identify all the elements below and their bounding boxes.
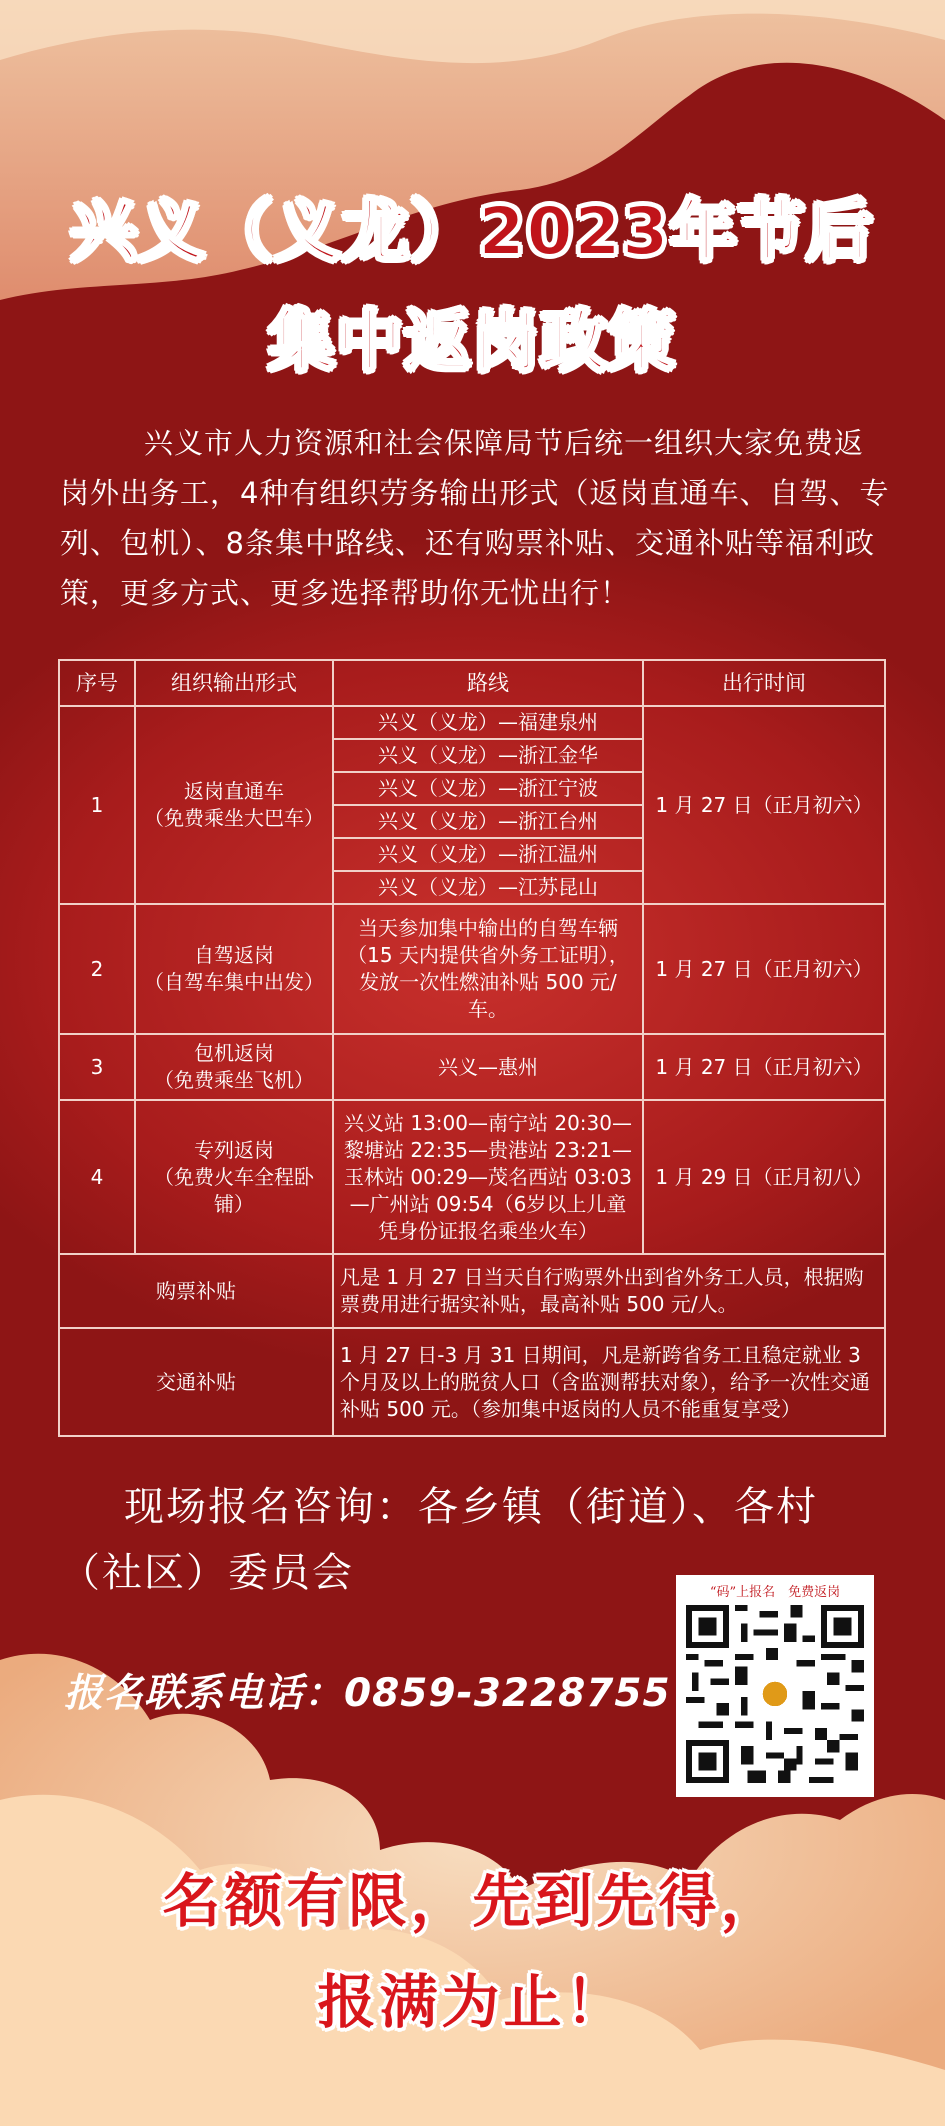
form-name: 返岗直通车 (184, 779, 284, 803)
subsidy-text: 1 月 27 日-3 月 31 日期间，凡是新跨省务工且稳定就业 3 个月及以上的脱贫人口（含监测帮扶对象），给予一次性交通补贴 500 元。（参加集中返岗的人员不能重复享受） (333, 1328, 885, 1436)
form-name: 自驾返岗 (194, 943, 274, 967)
route-item: 兴义（义龙）—江苏昆山 (378, 875, 598, 899)
qr-code-icon (686, 1605, 864, 1783)
page-title-line2: 集中返岗政策 (268, 303, 677, 380)
table-row (59, 1100, 885, 1254)
route-item: 兴义（义龙）—浙江宁波 (334, 773, 642, 806)
qr-code-card[interactable] (676, 1575, 874, 1797)
subsidy-label: 交通补贴 (59, 1328, 333, 1436)
header-route: 路线 (333, 660, 643, 706)
qr-caption: “码”上报名 免费返岗 (709, 1585, 841, 1600)
form-note: （免费乘坐飞机） (154, 1068, 314, 1092)
route-item: 兴义（义龙）—福建泉州 (334, 707, 642, 740)
table-row (59, 706, 885, 904)
form-name: 专列返岗 (194, 1137, 274, 1162)
contact-info: 现场报名咨询：各乡镇（街道）、各村（社区）委员会 (60, 1484, 818, 1596)
table-row (59, 1328, 885, 1436)
header-time: 出行时间 (643, 660, 885, 706)
route-text: 兴义站 13:00—南宁站 20:30—黎塘站 22:35—贵港站 23:21—玉林站 00:29—茂名西站 03:03—广州站 09:54（6岁以上儿童凭身份证报名乘坐火车） (333, 1100, 643, 1254)
form-note: （自驾车集中出发） (144, 970, 324, 994)
policy-table (58, 659, 886, 1437)
route-text: 当天参加集中输出的自驾车辆（15 天内提供省外务工证明），发放一次性燃油补贴 500 元/车。 (333, 904, 643, 1034)
route-item: 兴义（义龙）—浙江台州 (334, 806, 642, 839)
row-no: 3 (59, 1034, 135, 1100)
row-form (135, 1034, 333, 1100)
cloud-decoration-top (0, 0, 945, 330)
row-no: 2 (59, 904, 135, 1034)
row-no: 4 (59, 1100, 135, 1254)
header-form: 组织输出形式 (135, 660, 333, 706)
route-list (333, 706, 643, 904)
route-item: 兴义（义龙）—浙江温州 (334, 839, 642, 872)
table-row (59, 1254, 885, 1328)
table-row (59, 1034, 885, 1100)
row-time: 1 月 27 日（正月初六） (643, 1034, 885, 1100)
form-name: 包机返岗 (194, 1041, 274, 1065)
subsidy-text: 凡是 1 月 27 日当天自行购票外出到省外务工人员，根据购票费用进行据实补贴，最高补贴 500 元/人。 (333, 1254, 885, 1328)
form-note: （免费火车全程卧铺） (154, 1164, 314, 1216)
slogan-line1: 名额有限，先到先得， (162, 1867, 783, 1935)
subsidy-label: 购票补贴 (59, 1254, 333, 1328)
phone-number: 报名联系电话：0859-3228755 (64, 1671, 671, 1716)
slogan-line2: 报满为止！ (317, 1968, 628, 2036)
row-form (135, 706, 333, 904)
route-item: 兴义（义龙）—浙江金华 (334, 740, 642, 773)
table-header-row (59, 660, 885, 706)
row-time: 1 月 27 日（正月初六） (643, 706, 885, 904)
table-row (59, 904, 885, 1034)
row-form (135, 904, 333, 1034)
row-time: 1 月 29 日（正月初八） (643, 1100, 885, 1254)
row-form (135, 1100, 333, 1254)
intro-paragraph: 兴义市人力资源和社会保障局节后统一组织大家免费返岗外出务工，4种有组织劳务输出形式（返岗直通车、自驾、专列、包机）、8条集中路线、还有购票补贴、交通补贴等福利政策，更多方式、更多选择帮助你无忧出行！ (60, 426, 890, 610)
form-note: （免费乘坐大巴车） (144, 806, 324, 830)
route-text: 兴义—惠州 (333, 1034, 643, 1100)
row-time: 1 月 27 日（正月初六） (643, 904, 885, 1034)
header-no: 序号 (59, 660, 135, 706)
row-no: 1 (59, 706, 135, 904)
page-title-line1: 兴义（义龙）2023年节后 (70, 193, 875, 270)
